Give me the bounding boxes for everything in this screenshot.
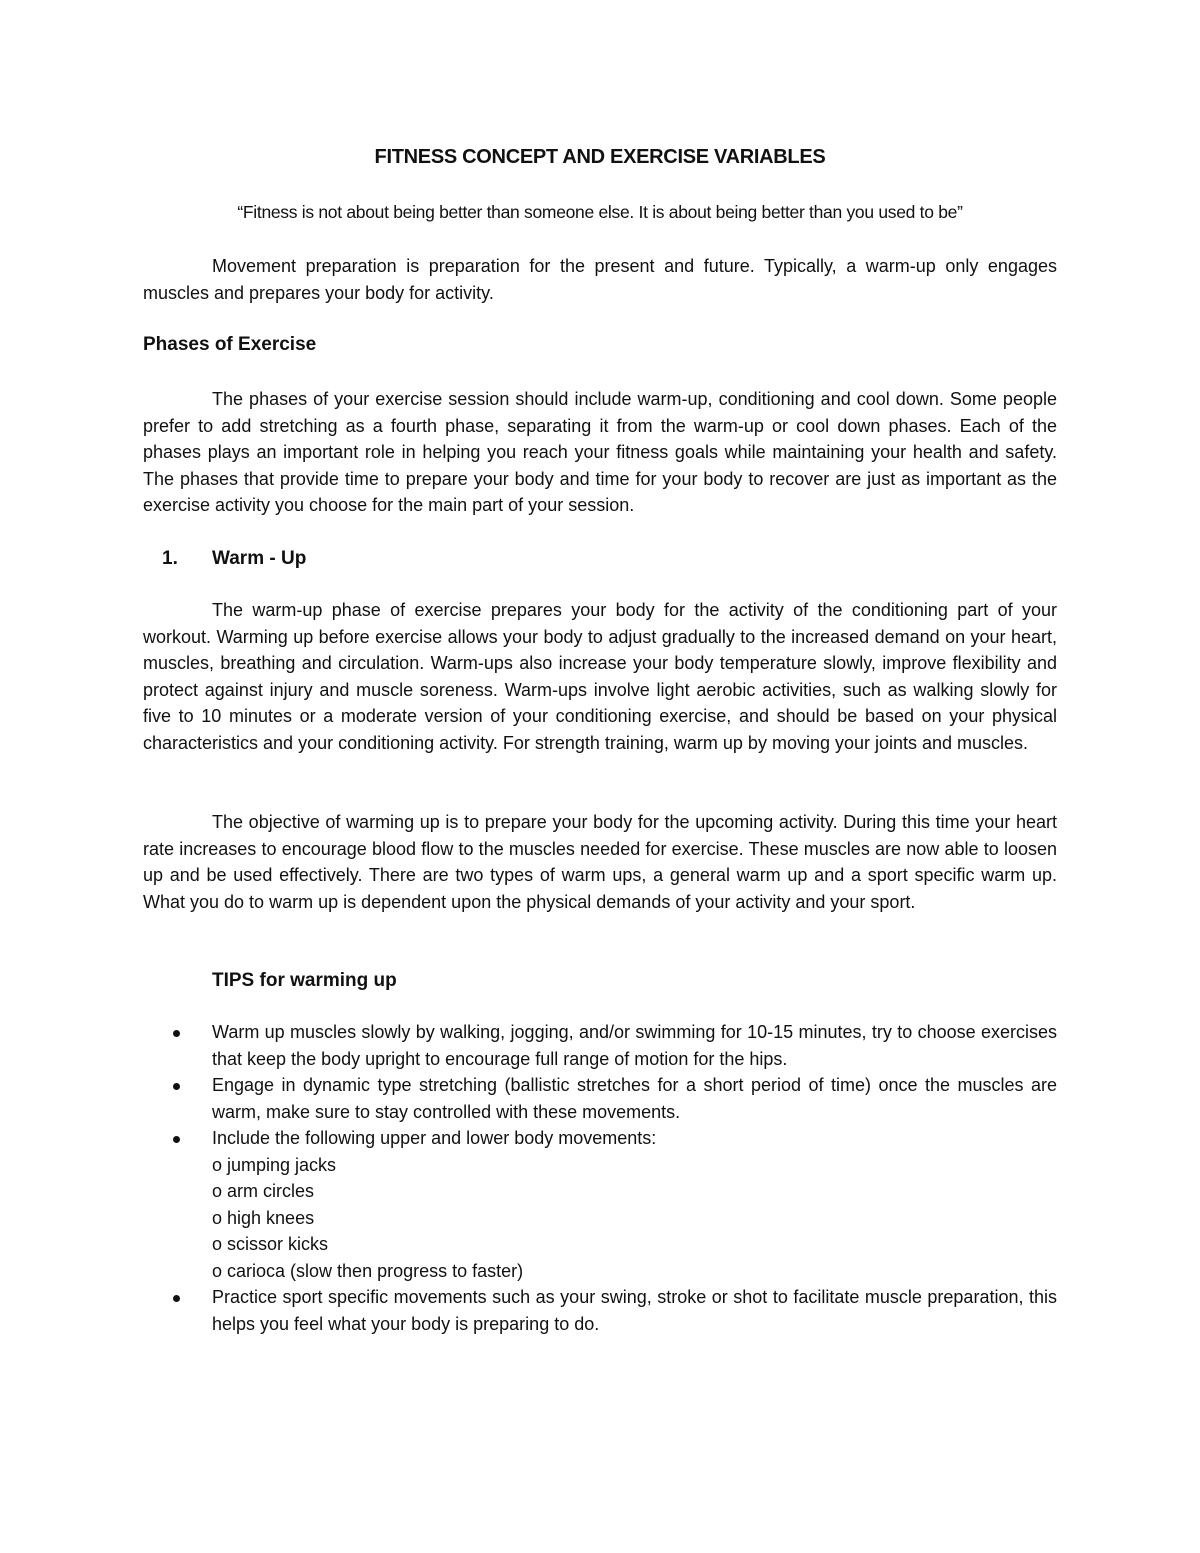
bullet-icon <box>173 1295 180 1302</box>
document-title: FITNESS CONCEPT AND EXERCISE VARIABLES <box>374 146 826 168</box>
phases-paragraph: The phases of your exercise session should include warm-up, conditioning and cool down. Some people prefer to add stretching as a fourth phase, separating it from the warm-up or cool down phases. Each of the phases plays an important role in helping you reach your fitness goals while maintaining your health and safety. The phases that provide time to prepare your body and time for your body to recover are just as important as the exercise activity you choose for the main part of your session. <box>143 389 1057 515</box>
list-item <box>168 1019 1057 1072</box>
tip-text: Warm up muscles slowly by walking, jogging, and/or swimming for 10-15 minutes, try to choose exercises that keep the body upright to encourage full range of motion for the hips. <box>212 1022 1057 1069</box>
tips-list <box>168 1019 1057 1337</box>
tip-text: Engage in dynamic type stretching (ballistic stretches for a short period of time) once the muscles are warm, make sure to stay controlled with these movements. <box>212 1075 1057 1122</box>
list-item <box>168 1072 1057 1125</box>
movement-item: o arm circles <box>212 1181 315 1201</box>
bullet-icon <box>173 1030 180 1037</box>
warmup-heading-label: Warm - Up <box>212 548 307 569</box>
phases-heading: Phases of Exercise <box>143 334 317 355</box>
warmup-heading <box>162 545 306 573</box>
movement-item: o carioca (slow then progress to faster) <box>212 1260 524 1281</box>
bullet-icon <box>173 1136 180 1143</box>
fitness-quote: “Fitness is not about being better than someone else. It is about being better than you used to be” <box>237 202 963 222</box>
warmup-paragraph-2: The objective of warming up is to prepare your body for the upcoming activity. During this time your heart rate increases to encourage blood flow to the muscles needed for exercise. These muscles are now able to loosen up and be used effectively. There are two types of warm ups, a general warm up and a sport specific warm up. What you do to warm up is dependent upon the physical demands of your activity and your sport. <box>143 812 1057 912</box>
movement-item: o high knees <box>212 1207 315 1228</box>
tip-text: Include the following upper and lower body movements: <box>212 1128 657 1148</box>
list-item <box>168 1125 1057 1284</box>
warmup-paragraph-1: The warm-up phase of exercise prepares your body for the activity of the conditioning part of your workout. Warming up before exercise allows your body to adjust gradually to the increased demand on your heart, muscles, breathing and circulation. Warm-ups also increase your body temperature slowly, improve flexibility and protect against injury and muscle soreness. Warm-ups involve light aerobic activities, such as walking slowly for five to 10 minutes or a moderate version of your conditioning exercise, and should be based on your physical characteristics and your conditioning activity. For strength training, warm up by moving your joints and muscles. <box>143 600 1057 753</box>
intro-paragraph: Movement preparation is preparation for the present and future. Typically, a warm-up only engages muscles and prepares your body for activity. <box>143 256 1057 303</box>
bullet-icon <box>173 1083 180 1090</box>
tip-text: Practice sport specific movements such as your swing, stroke or shot to facilitate muscle preparation, this helps you feel what your body is preparing to do. <box>212 1287 1057 1334</box>
tips-heading: TIPS for warming up <box>212 970 397 991</box>
list-item <box>168 1284 1057 1337</box>
movement-item: o scissor kicks <box>212 1234 329 1254</box>
warmup-number: 1. <box>162 548 178 569</box>
movement-item: o jumping jacks <box>212 1154 337 1175</box>
